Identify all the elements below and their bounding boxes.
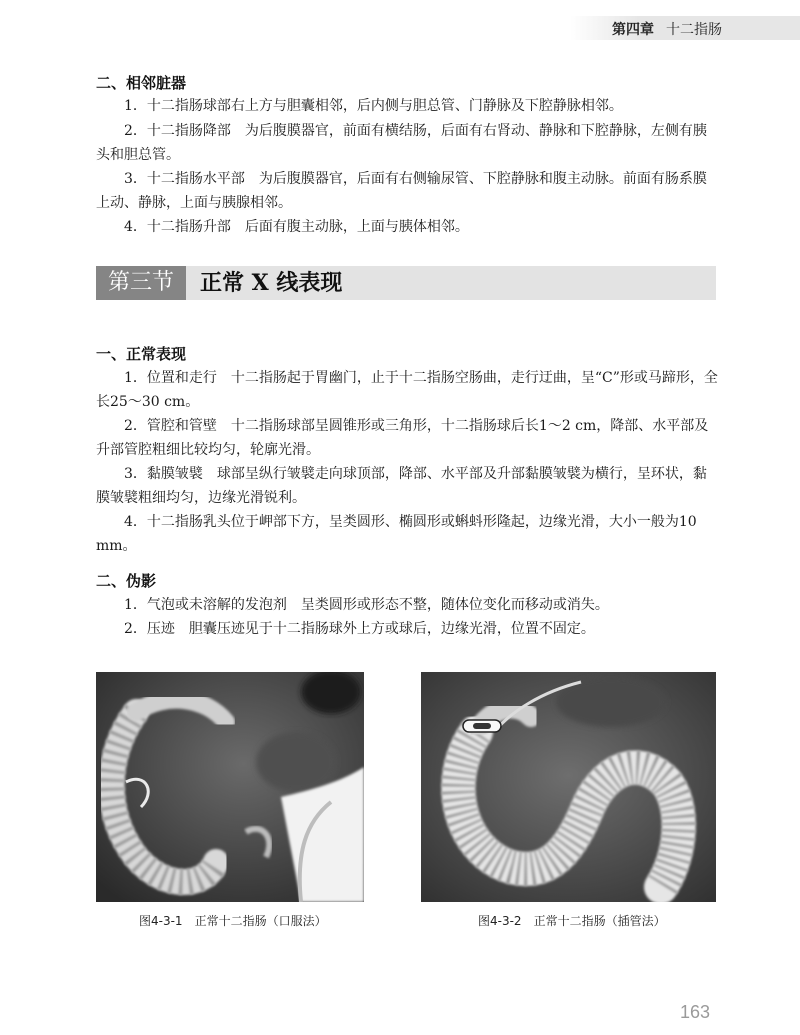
xray-oral-method-drawing <box>96 672 364 902</box>
figure-4-3-1-caption: 图4-3-1 正常十二指肠（口服法） <box>139 914 327 928</box>
chapter-title: 十二指肠 <box>666 22 722 38</box>
section-number: 第三节 <box>96 266 186 300</box>
adjacent-paragraph-4: 4．十二指肠升部 后面有腹主动脉，上面与胰体相邻。 <box>124 219 469 235</box>
normal-paragraph-3: 3．黏膜皱襞 球部呈纵行皱襞走向球顶部，降部、水平部及升部黏膜皱襞为横行，呈环状，黏膜皱襞粗细均匀，边缘光滑锐利。 <box>96 466 707 506</box>
section-title-bar <box>96 266 716 300</box>
normal-paragraph-1: 1．位置和走行 十二指肠起于胃幽门，止于十二指肠空肠曲，走行迂曲，呈“C”形或马蹄形，全长25～30 cm。 <box>96 370 718 410</box>
section-title: 正常 X 线表现 <box>200 270 343 296</box>
figure-4-3-2-caption: 图4-3-2 正常十二指肠（插管法） <box>478 914 666 928</box>
page-number: 163 <box>680 1002 711 1022</box>
xray-intubation-method-drawing <box>421 672 716 902</box>
normal-appearance-heading: 一、正常表现 <box>96 345 187 363</box>
artifacts-paragraph-2: 2．压迹 胆囊压迹见于十二指肠球外上方或球后，边缘光滑，位置不固定。 <box>124 621 595 637</box>
chapter-number: 第四章 <box>612 22 654 38</box>
adjacent-paragraph-1: 1．十二指肠球部右上方与胆囊相邻，后内侧与胆总管、门静脉及下腔静脉相邻。 <box>124 98 623 114</box>
running-header <box>612 19 722 39</box>
adjacent-organs-heading: 二、相邻脏器 <box>96 74 187 92</box>
normal-paragraph-2: 2．管腔和管壁 十二指肠球部呈圆锥形或三角形，十二指肠球后长1～2 cm，降部、水平部及升部管腔粗细比较均匀，轮廓光滑。 <box>96 418 709 458</box>
figure-4-3-1-xray-image <box>96 672 364 902</box>
adjacent-paragraph-2: 2．十二指肠降部 为后腹膜器官，前面有横结肠，后面有右肾动、静脉和下腔静脉，左侧有胰头和胆总管。 <box>96 123 707 163</box>
figure-4-3-2-xray-image <box>421 672 716 902</box>
adjacent-paragraph-3: 3．十二指肠水平部 为后腹膜器官，后面有右侧输尿管、下腔静脉和腹主动脉。前面有肠系膜上动、静脉，上面与胰腺相邻。 <box>96 171 707 211</box>
normal-paragraph-4: 4．十二指肠乳头位于岬部下方，呈类圆形、椭圆形或蝌蚪形隆起，边缘光滑，大小一般为10 mm。 <box>96 514 697 554</box>
artifacts-paragraph-1: 1．气泡或未溶解的发泡剂 呈类圆形或形态不整，随体位变化而移动或消失。 <box>124 597 609 613</box>
artifacts-heading: 二、伪影 <box>96 572 157 590</box>
